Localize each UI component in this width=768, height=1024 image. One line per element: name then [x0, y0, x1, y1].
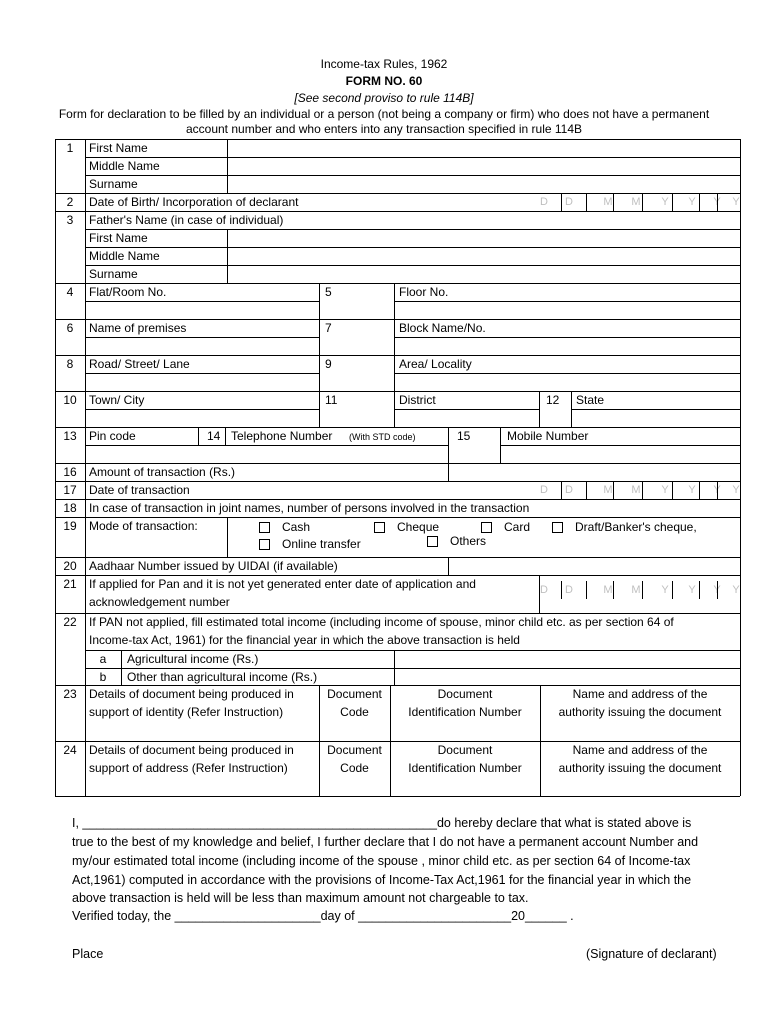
others-option[interactable]	[423, 533, 486, 550]
table-rule	[571, 409, 740, 410]
dob-digit[interactable]: M	[603, 196, 613, 208]
table-rule	[55, 796, 740, 797]
txn-date-digit[interactable]: D	[540, 484, 548, 496]
area-label: Area/ Locality	[399, 357, 472, 371]
row-number: 14	[207, 429, 221, 443]
mode-label: Mode of transaction:	[89, 519, 198, 533]
state-label: State	[576, 393, 605, 407]
table-rule	[227, 229, 228, 283]
row-number: 21	[63, 577, 77, 591]
table-rule	[394, 337, 740, 338]
table-rule	[394, 650, 395, 685]
pan-app-date-digit[interactable]: D	[565, 584, 573, 596]
table-rule	[85, 175, 740, 176]
checkbox[interactable]	[552, 522, 563, 533]
district-label: District	[399, 393, 436, 407]
document-id-header: Document	[437, 743, 493, 757]
row-number: 19	[63, 519, 77, 533]
document-id-header-2: Identification Number	[408, 761, 522, 775]
dob-label: Date of Birth/ Incorporation of declarant	[89, 195, 299, 209]
declaration-line1: I, ___________________________________________________do hereby declare that what is stated above is	[72, 816, 692, 830]
table-rule	[319, 283, 320, 319]
mobile-label: Mobile Number	[507, 429, 589, 443]
document-code-header-2: Code	[340, 705, 369, 719]
table-rule	[539, 391, 540, 427]
table-rule	[672, 581, 673, 599]
cash-option[interactable]	[255, 519, 310, 536]
premises-label: Name of premises	[89, 321, 187, 335]
table-rule	[699, 481, 700, 499]
issuing-authority-header: Name and address of the	[572, 743, 708, 757]
identity-document-label-2: support of identity (Refer Instruction)	[89, 705, 284, 719]
form-description-line1: Form for declaration to be filled by an individual or a person (not being a company or firm) who does not have a permanent	[58, 107, 710, 121]
table-rule	[85, 409, 319, 410]
father-name-label: Father's Name (in case of individual)	[89, 213, 284, 227]
rules-title: Income-tax Rules, 1962	[320, 57, 448, 71]
table-rule	[227, 517, 228, 557]
checkbox[interactable]	[259, 522, 270, 533]
pan-app-date-digit[interactable]: M	[631, 584, 641, 596]
pan-app-date-digit[interactable]: D	[540, 584, 548, 596]
transaction-date-label: Date of transaction	[89, 483, 190, 497]
item-b: b	[99, 670, 107, 684]
row-number: 24	[63, 743, 77, 757]
table-rule	[672, 481, 673, 499]
table-rule	[319, 319, 320, 355]
address-document-label: Details of document being produced in	[89, 743, 294, 757]
issuing-authority-header: Name and address of the	[572, 687, 708, 701]
address-document-label-2: support of address (Refer Instruction)	[89, 761, 288, 775]
flat-label: Flat/Room No.	[89, 285, 167, 299]
form-number: FORM NO. 60	[345, 74, 423, 88]
txn-date-digit[interactable]: Y	[688, 484, 696, 496]
table-rule	[561, 581, 562, 599]
middle-name-label: Middle Name	[89, 159, 160, 173]
txn-date-digit[interactable]: Y	[732, 484, 740, 496]
row-number: 10	[63, 393, 77, 407]
row-number: 20	[63, 559, 77, 573]
item-a: a	[99, 652, 107, 666]
dob-digit[interactable]: D	[540, 196, 548, 208]
proviso-note: [See second proviso to rule 114B]	[294, 91, 474, 105]
pan-app-date-digit[interactable]: M	[603, 584, 613, 596]
pan-not-applied-label-2: Income-tax Act, 1961) for the financial year in which the above transaction is held	[89, 633, 520, 647]
checkbox[interactable]	[259, 539, 270, 550]
table-rule	[85, 301, 319, 302]
surname-label: Surname	[89, 177, 138, 191]
table-rule	[740, 139, 741, 796]
table-rule	[394, 373, 740, 374]
floor-label: Floor No.	[399, 285, 449, 299]
row-number: 11	[325, 393, 338, 407]
dob-digit[interactable]: Y	[661, 196, 669, 208]
row-number: 16	[63, 465, 77, 479]
draft-option[interactable]	[548, 519, 697, 536]
row-number: 22	[63, 615, 77, 629]
table-rule	[198, 427, 199, 445]
table-rule	[500, 445, 740, 446]
table-rule	[319, 391, 320, 427]
block-label: Block Name/No.	[399, 321, 486, 335]
table-rule	[717, 581, 718, 599]
row-number: 12	[546, 393, 560, 407]
table-rule	[394, 301, 740, 302]
document-id-header: Document	[437, 687, 493, 701]
table-rule	[55, 139, 740, 140]
table-rule	[121, 650, 122, 685]
dob-digit[interactable]: M	[631, 196, 641, 208]
online-transfer-option-label: Online transfer	[282, 537, 361, 551]
document-code-header: Document	[327, 687, 382, 701]
table-rule	[448, 463, 449, 481]
table-rule	[85, 373, 319, 374]
identity-document-label: Details of document being produced in	[89, 687, 294, 701]
pan-app-date-digit[interactable]: Y	[732, 584, 740, 596]
declaration-line3: my/our estimated total income (including income of the spouse , minor child etc. as per section 64 of Income-tax	[72, 854, 691, 868]
verified-date-line[interactable]: Verified today, the _____________________day of ______________________20______ .	[72, 909, 574, 923]
table-rule	[613, 581, 614, 599]
table-rule	[85, 229, 740, 230]
pin-code-label: Pin code	[89, 429, 136, 443]
father-first-name-label: First Name	[89, 231, 148, 245]
table-rule	[586, 581, 587, 599]
road-label: Road/ Street/ Lane	[89, 357, 190, 371]
row-number: 2	[66, 195, 74, 209]
txn-date-digit[interactable]: D	[565, 484, 573, 496]
row-number: 1	[66, 141, 74, 155]
table-rule	[394, 409, 539, 410]
signature-label: (Signature of declarant)	[586, 947, 717, 961]
first-name-label: First Name	[89, 141, 148, 155]
amount-label: Amount of transaction (Rs.)	[89, 465, 236, 479]
table-rule	[448, 427, 449, 463]
pan-applied-label-2: acknowledgement number	[89, 595, 230, 609]
issuing-authority-header-2: authority issuing the document	[558, 705, 722, 719]
txn-date-digit[interactable]: Y	[661, 484, 669, 496]
table-rule	[699, 193, 700, 211]
dob-digit[interactable]: Y	[713, 196, 721, 208]
cheque-option-label: Cheque	[397, 520, 440, 534]
telephone-note: (With STD code)	[349, 432, 416, 442]
pan-app-date-digit[interactable]: Y	[713, 584, 721, 596]
table-rule	[85, 265, 740, 266]
table-rule	[613, 481, 614, 499]
draft-option-label: Draft/Banker's cheque,	[575, 520, 697, 534]
row-number: 6	[66, 321, 74, 335]
table-rule	[448, 557, 449, 575]
joint-persons-label: In case of transaction in joint names, number of persons involved in the transaction	[89, 501, 530, 515]
checkbox[interactable]	[427, 536, 438, 547]
checkbox[interactable]	[481, 522, 492, 533]
row-number: 5	[325, 285, 332, 299]
row-number: 3	[66, 213, 74, 227]
table-rule	[642, 193, 643, 211]
pan-app-date-digit[interactable]: Y	[688, 584, 696, 596]
issuing-authority-header-2: authority issuing the document	[558, 761, 722, 775]
town-label: Town/ City	[89, 393, 145, 407]
table-rule	[717, 193, 718, 211]
document-code-header: Document	[327, 743, 382, 757]
table-rule	[319, 355, 320, 391]
document-id-header-2: Identification Number	[408, 705, 522, 719]
txn-date-digit[interactable]: Y	[713, 484, 721, 496]
father-surname-label: Surname	[89, 267, 138, 281]
table-rule	[85, 337, 319, 338]
table-rule	[85, 247, 740, 248]
telephone-label: Telephone Number	[231, 429, 333, 443]
declaration-line5: above transaction is held will be less than maximum amount not chargeable to tax.	[72, 891, 529, 905]
pan-not-applied-label: If PAN not applied, fill estimated total income (including income of spouse, minor child etc. as per section 64 of	[89, 615, 674, 629]
pan-app-date-digit[interactable]: Y	[661, 584, 669, 596]
table-rule	[561, 481, 562, 499]
agricultural-income-label: Agricultural income (Rs.)	[127, 652, 259, 666]
form-60-table	[55, 139, 740, 796]
non-agricultural-income-label: Other than agricultural income (Rs.)	[127, 670, 318, 684]
table-rule	[699, 581, 700, 599]
row-number: 15	[457, 429, 471, 443]
row-number: 18	[63, 501, 77, 515]
document-code-header-2: Code	[340, 761, 369, 775]
declaration-line4: Act,1961) computed in accordance with the provisions of Income-Tax Act,1961 for the financial year in which the	[72, 873, 692, 887]
txn-date-digit[interactable]: M	[631, 484, 641, 496]
row-number: 13	[63, 429, 77, 443]
table-rule	[500, 427, 501, 463]
table-rule	[642, 481, 643, 499]
table-rule	[672, 193, 673, 211]
table-rule	[613, 193, 614, 211]
table-rule	[227, 139, 228, 193]
father-middle-name-label: Middle Name	[89, 249, 160, 263]
txn-date-digit[interactable]: M	[603, 484, 613, 496]
table-rule	[225, 427, 226, 445]
online-transfer-option[interactable]	[255, 536, 361, 553]
table-rule	[642, 581, 643, 599]
others-option-label: Others	[450, 534, 487, 548]
row-number: 9	[325, 357, 332, 371]
cash-option-label: Cash	[282, 520, 311, 534]
table-rule	[55, 139, 56, 796]
table-rule	[55, 427, 740, 428]
dob-digit[interactable]: Y	[688, 196, 696, 208]
form-description-line2: account number and who enters into any transaction specified in rule 114B	[185, 122, 583, 136]
row-number: 17	[63, 483, 77, 497]
row-number: 4	[66, 285, 74, 299]
checkbox[interactable]	[374, 522, 385, 533]
dob-digit[interactable]: Y	[732, 196, 740, 208]
place-label: Place	[72, 947, 104, 961]
declaration-line2: true to the best of my knowledge and belief, I further declare that I do not have a permanent account Number and	[72, 835, 699, 849]
row-number: 23	[63, 687, 77, 701]
dob-digit[interactable]: D	[565, 196, 573, 208]
table-rule	[85, 157, 740, 158]
row-number: 7	[325, 321, 332, 335]
pan-applied-label: If applied for Pan and it is not yet generated enter date of application and	[89, 577, 476, 591]
aadhaar-label: Aadhaar Number issued by UIDAI (if available)	[89, 559, 338, 573]
table-rule	[586, 193, 587, 211]
table-rule	[717, 481, 718, 499]
table-rule	[586, 481, 587, 499]
card-option-label: Card	[504, 520, 531, 534]
table-rule	[561, 193, 562, 211]
row-number: 8	[66, 357, 74, 371]
